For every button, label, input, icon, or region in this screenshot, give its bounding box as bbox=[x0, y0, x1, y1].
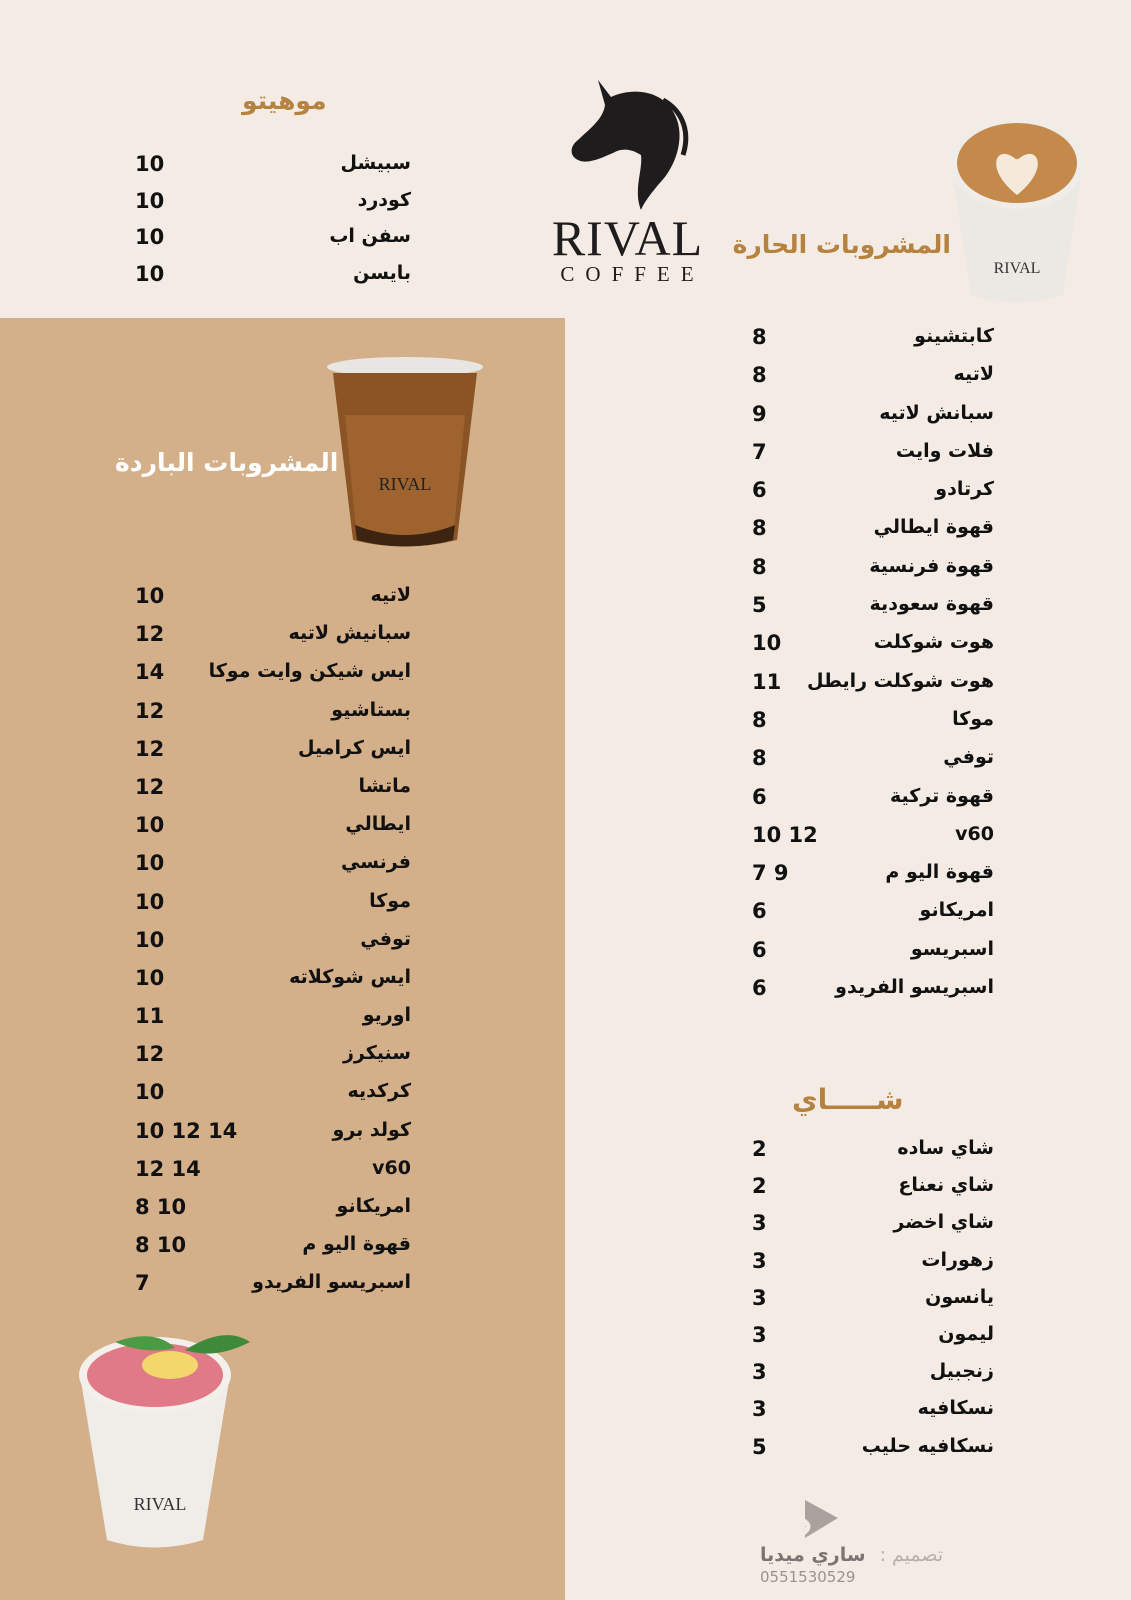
item-price: 10 bbox=[135, 262, 165, 287]
item-name: شاي ساده bbox=[897, 1137, 994, 1159]
menu-item bbox=[752, 325, 994, 363]
item-name: كولد برو bbox=[332, 1118, 411, 1141]
brand-sub: COFFEE bbox=[560, 262, 705, 286]
hibiscus-drink-cup-image bbox=[75, 1330, 255, 1555]
menu-item bbox=[135, 1233, 411, 1271]
item-price: 8 10 bbox=[135, 1195, 187, 1219]
tea-title: شـــــاي bbox=[792, 1083, 904, 1116]
menu-item bbox=[135, 1157, 411, 1195]
designer-credit bbox=[760, 1500, 943, 1586]
item-price: 10 bbox=[135, 188, 165, 213]
item-price: 10 bbox=[135, 225, 165, 250]
item-name: قهوة تركية bbox=[889, 784, 994, 807]
item-name: سنيكرز bbox=[342, 1042, 411, 1065]
item-name: هوت شوكلت bbox=[873, 631, 994, 654]
menu-item bbox=[135, 851, 411, 889]
menu-item bbox=[752, 746, 994, 784]
menu-item bbox=[752, 402, 994, 440]
item-name: v60 bbox=[955, 822, 994, 845]
hot-drinks-title: المشروبات الحارة bbox=[732, 230, 951, 259]
menu-item bbox=[135, 152, 411, 189]
menu-item bbox=[752, 363, 994, 401]
item-name: بستاشيو bbox=[331, 698, 411, 721]
menu-item bbox=[752, 1360, 994, 1397]
item-name: قهوة فرنسية bbox=[869, 554, 994, 577]
item-name: نسكافيه حليب bbox=[861, 1434, 994, 1457]
menu-item bbox=[752, 555, 994, 593]
latte-cup-image bbox=[945, 115, 1093, 310]
item-name: توفي bbox=[943, 746, 994, 769]
item-price: 8 bbox=[752, 746, 767, 771]
item-name: يانسون bbox=[925, 1285, 994, 1308]
item-name: زهورات bbox=[921, 1248, 994, 1271]
designer-logo-icon bbox=[790, 1500, 840, 1540]
item-name: قهوة اليو م bbox=[885, 861, 994, 884]
mojito-list bbox=[135, 152, 411, 299]
item-name: كركديه bbox=[347, 1080, 411, 1103]
menu-item bbox=[752, 938, 994, 976]
hot-drinks-list bbox=[752, 325, 994, 1014]
item-price: 12 bbox=[135, 698, 165, 723]
menu-item bbox=[752, 593, 994, 631]
cold-drinks-title: المشروبات الباردة bbox=[115, 448, 339, 477]
menu-item bbox=[752, 785, 994, 823]
menu-item bbox=[135, 1042, 411, 1080]
item-name: قهوة ايطالي bbox=[873, 516, 994, 539]
menu-item bbox=[135, 1271, 411, 1309]
item-price: 7 9 bbox=[752, 861, 789, 886]
item-price: 8 bbox=[752, 554, 767, 579]
menu-item bbox=[752, 976, 994, 1014]
item-name: نسكافيه bbox=[917, 1397, 994, 1420]
item-name: ليمون bbox=[938, 1322, 994, 1345]
item-price: 2 bbox=[752, 1137, 767, 1161]
menu-item bbox=[752, 899, 994, 937]
menu-item bbox=[135, 1195, 411, 1233]
item-price: 10 bbox=[135, 152, 165, 176]
item-name: سبيشل bbox=[340, 152, 411, 174]
item-price: 11 bbox=[752, 669, 782, 694]
item-price: 3 bbox=[752, 1211, 767, 1236]
item-price: 8 bbox=[752, 363, 767, 388]
item-price: 10 12 bbox=[752, 822, 818, 847]
item-name: موكا bbox=[952, 707, 994, 730]
item-price: 3 bbox=[752, 1322, 767, 1347]
item-name: اوريو bbox=[362, 1004, 411, 1027]
item-price: 10 bbox=[135, 1080, 165, 1105]
item-price: 3 bbox=[752, 1360, 767, 1385]
menu-item bbox=[135, 966, 411, 1004]
item-price: 10 bbox=[135, 927, 165, 952]
menu-item bbox=[135, 584, 411, 622]
menu-item bbox=[135, 1119, 411, 1157]
item-price: 6 bbox=[752, 899, 767, 924]
credit-phone: 0551530529 bbox=[760, 1568, 856, 1586]
menu-item bbox=[752, 1174, 994, 1211]
menu-item bbox=[135, 262, 411, 299]
menu-item bbox=[135, 775, 411, 813]
item-price: 6 bbox=[752, 478, 767, 503]
item-name: سبانيش لاتيه bbox=[288, 622, 411, 645]
item-price: 9 bbox=[752, 401, 767, 426]
item-name: سبانش لاتيه bbox=[879, 401, 994, 424]
item-price: 5 bbox=[752, 593, 767, 618]
brand-logo bbox=[540, 75, 715, 287]
item-name: كودرد bbox=[357, 188, 411, 211]
item-name: توفي bbox=[360, 927, 411, 950]
item-name: قهوة اليو م bbox=[302, 1233, 411, 1256]
item-name: بايسن bbox=[353, 262, 411, 285]
item-price: 3 bbox=[752, 1397, 767, 1422]
menu-item bbox=[135, 622, 411, 660]
item-name: فرنسي bbox=[341, 851, 411, 874]
item-price: 10 bbox=[135, 584, 165, 608]
item-price: 6 bbox=[752, 976, 767, 1001]
menu-item bbox=[752, 1435, 994, 1472]
item-price: 8 10 bbox=[135, 1233, 187, 1258]
tea-list bbox=[752, 1137, 994, 1472]
item-name: قهوة سعودية bbox=[869, 593, 994, 616]
menu-item bbox=[752, 478, 994, 516]
item-name: اسبريسو الفريدو bbox=[835, 976, 994, 999]
menu-item bbox=[752, 631, 994, 669]
item-name: ماتشا bbox=[358, 774, 411, 797]
mojito-title: موهيتو bbox=[242, 86, 327, 115]
menu-item bbox=[752, 1137, 994, 1174]
item-price: 12 bbox=[135, 622, 165, 647]
item-price: 12 14 bbox=[135, 1156, 201, 1181]
item-price: 6 bbox=[752, 784, 767, 809]
item-name: ايس شيكن وايت موكا bbox=[208, 660, 411, 683]
item-name: امريكانو bbox=[919, 899, 994, 922]
item-name: لاتيه bbox=[370, 584, 411, 606]
item-name: كابتشينو bbox=[914, 325, 994, 347]
menu-item bbox=[752, 670, 994, 708]
item-price: 5 bbox=[752, 1434, 767, 1459]
item-price: 6 bbox=[752, 937, 767, 962]
item-name: هوت شوكلت رايطل bbox=[807, 669, 994, 692]
item-price: 10 bbox=[135, 965, 165, 990]
item-name: ايس كراميل bbox=[298, 736, 411, 759]
menu-item bbox=[752, 1397, 994, 1434]
item-name: لاتيه bbox=[953, 363, 994, 386]
item-name: v60 bbox=[372, 1156, 411, 1179]
item-name: ايس شوكلاته bbox=[289, 965, 411, 988]
item-price: 7 bbox=[752, 439, 767, 464]
svg-text:RIVAL: RIVAL bbox=[993, 260, 1041, 277]
item-name: سفن اب bbox=[329, 225, 411, 248]
menu-item bbox=[752, 861, 994, 899]
menu-item bbox=[135, 1004, 411, 1042]
item-name: كرتادو bbox=[935, 478, 994, 501]
menu-item bbox=[752, 823, 994, 861]
menu-item bbox=[752, 440, 994, 478]
item-price: 11 bbox=[135, 1004, 165, 1029]
menu-item bbox=[135, 813, 411, 851]
item-name: شاي نعناع bbox=[898, 1174, 994, 1197]
item-name: شاي اخضر bbox=[893, 1211, 994, 1234]
item-price: 10 bbox=[752, 631, 782, 656]
item-name: اسبريسو الفريدو bbox=[252, 1271, 411, 1294]
item-price: 3 bbox=[752, 1248, 767, 1273]
svg-text:RIVAL: RIVAL bbox=[378, 474, 432, 494]
item-price: 8 bbox=[752, 325, 767, 349]
item-price: 12 bbox=[135, 774, 165, 799]
item-price: 7 bbox=[135, 1271, 150, 1296]
iced-coffee-cup-image bbox=[325, 355, 485, 555]
item-price: 10 bbox=[135, 813, 165, 838]
item-name: فلات وايت bbox=[895, 439, 994, 462]
item-price: 2 bbox=[752, 1174, 767, 1199]
item-price: 10 bbox=[135, 889, 165, 914]
item-price: 8 bbox=[752, 707, 767, 732]
menu-item bbox=[752, 708, 994, 746]
item-price: 12 bbox=[135, 1042, 165, 1067]
menu-item bbox=[752, 1323, 994, 1360]
credit-label: تصميم : bbox=[879, 1544, 944, 1566]
menu-item bbox=[135, 928, 411, 966]
menu-item bbox=[752, 516, 994, 554]
menu-item bbox=[135, 660, 411, 698]
item-name: اسبريسو bbox=[910, 937, 994, 960]
item-price: 12 bbox=[135, 736, 165, 761]
item-price: 8 bbox=[752, 516, 767, 541]
item-name: موكا bbox=[369, 889, 411, 912]
menu-item bbox=[135, 1080, 411, 1118]
horse-head-icon bbox=[563, 75, 693, 210]
item-name: زنجبيل bbox=[929, 1360, 994, 1383]
menu-item bbox=[752, 1211, 994, 1248]
item-price: 14 bbox=[135, 660, 165, 685]
item-name: امريكانو bbox=[336, 1195, 411, 1217]
menu-item bbox=[135, 189, 411, 226]
menu-item bbox=[135, 699, 411, 737]
item-price: 3 bbox=[752, 1285, 767, 1310]
cold-drinks-list bbox=[135, 584, 411, 1310]
svg-text:RIVAL: RIVAL bbox=[133, 1494, 187, 1514]
brand-name: RIVAL bbox=[551, 210, 704, 266]
item-price: 10 12 14 bbox=[135, 1118, 238, 1143]
credit-name: ساري ميديا bbox=[760, 1544, 866, 1566]
menu-item bbox=[135, 890, 411, 928]
item-name: ايطالي bbox=[345, 813, 411, 836]
menu-item bbox=[752, 1249, 994, 1286]
menu-item bbox=[135, 225, 411, 262]
menu-item bbox=[752, 1286, 994, 1323]
menu-item bbox=[135, 737, 411, 775]
item-price: 10 bbox=[135, 851, 165, 876]
